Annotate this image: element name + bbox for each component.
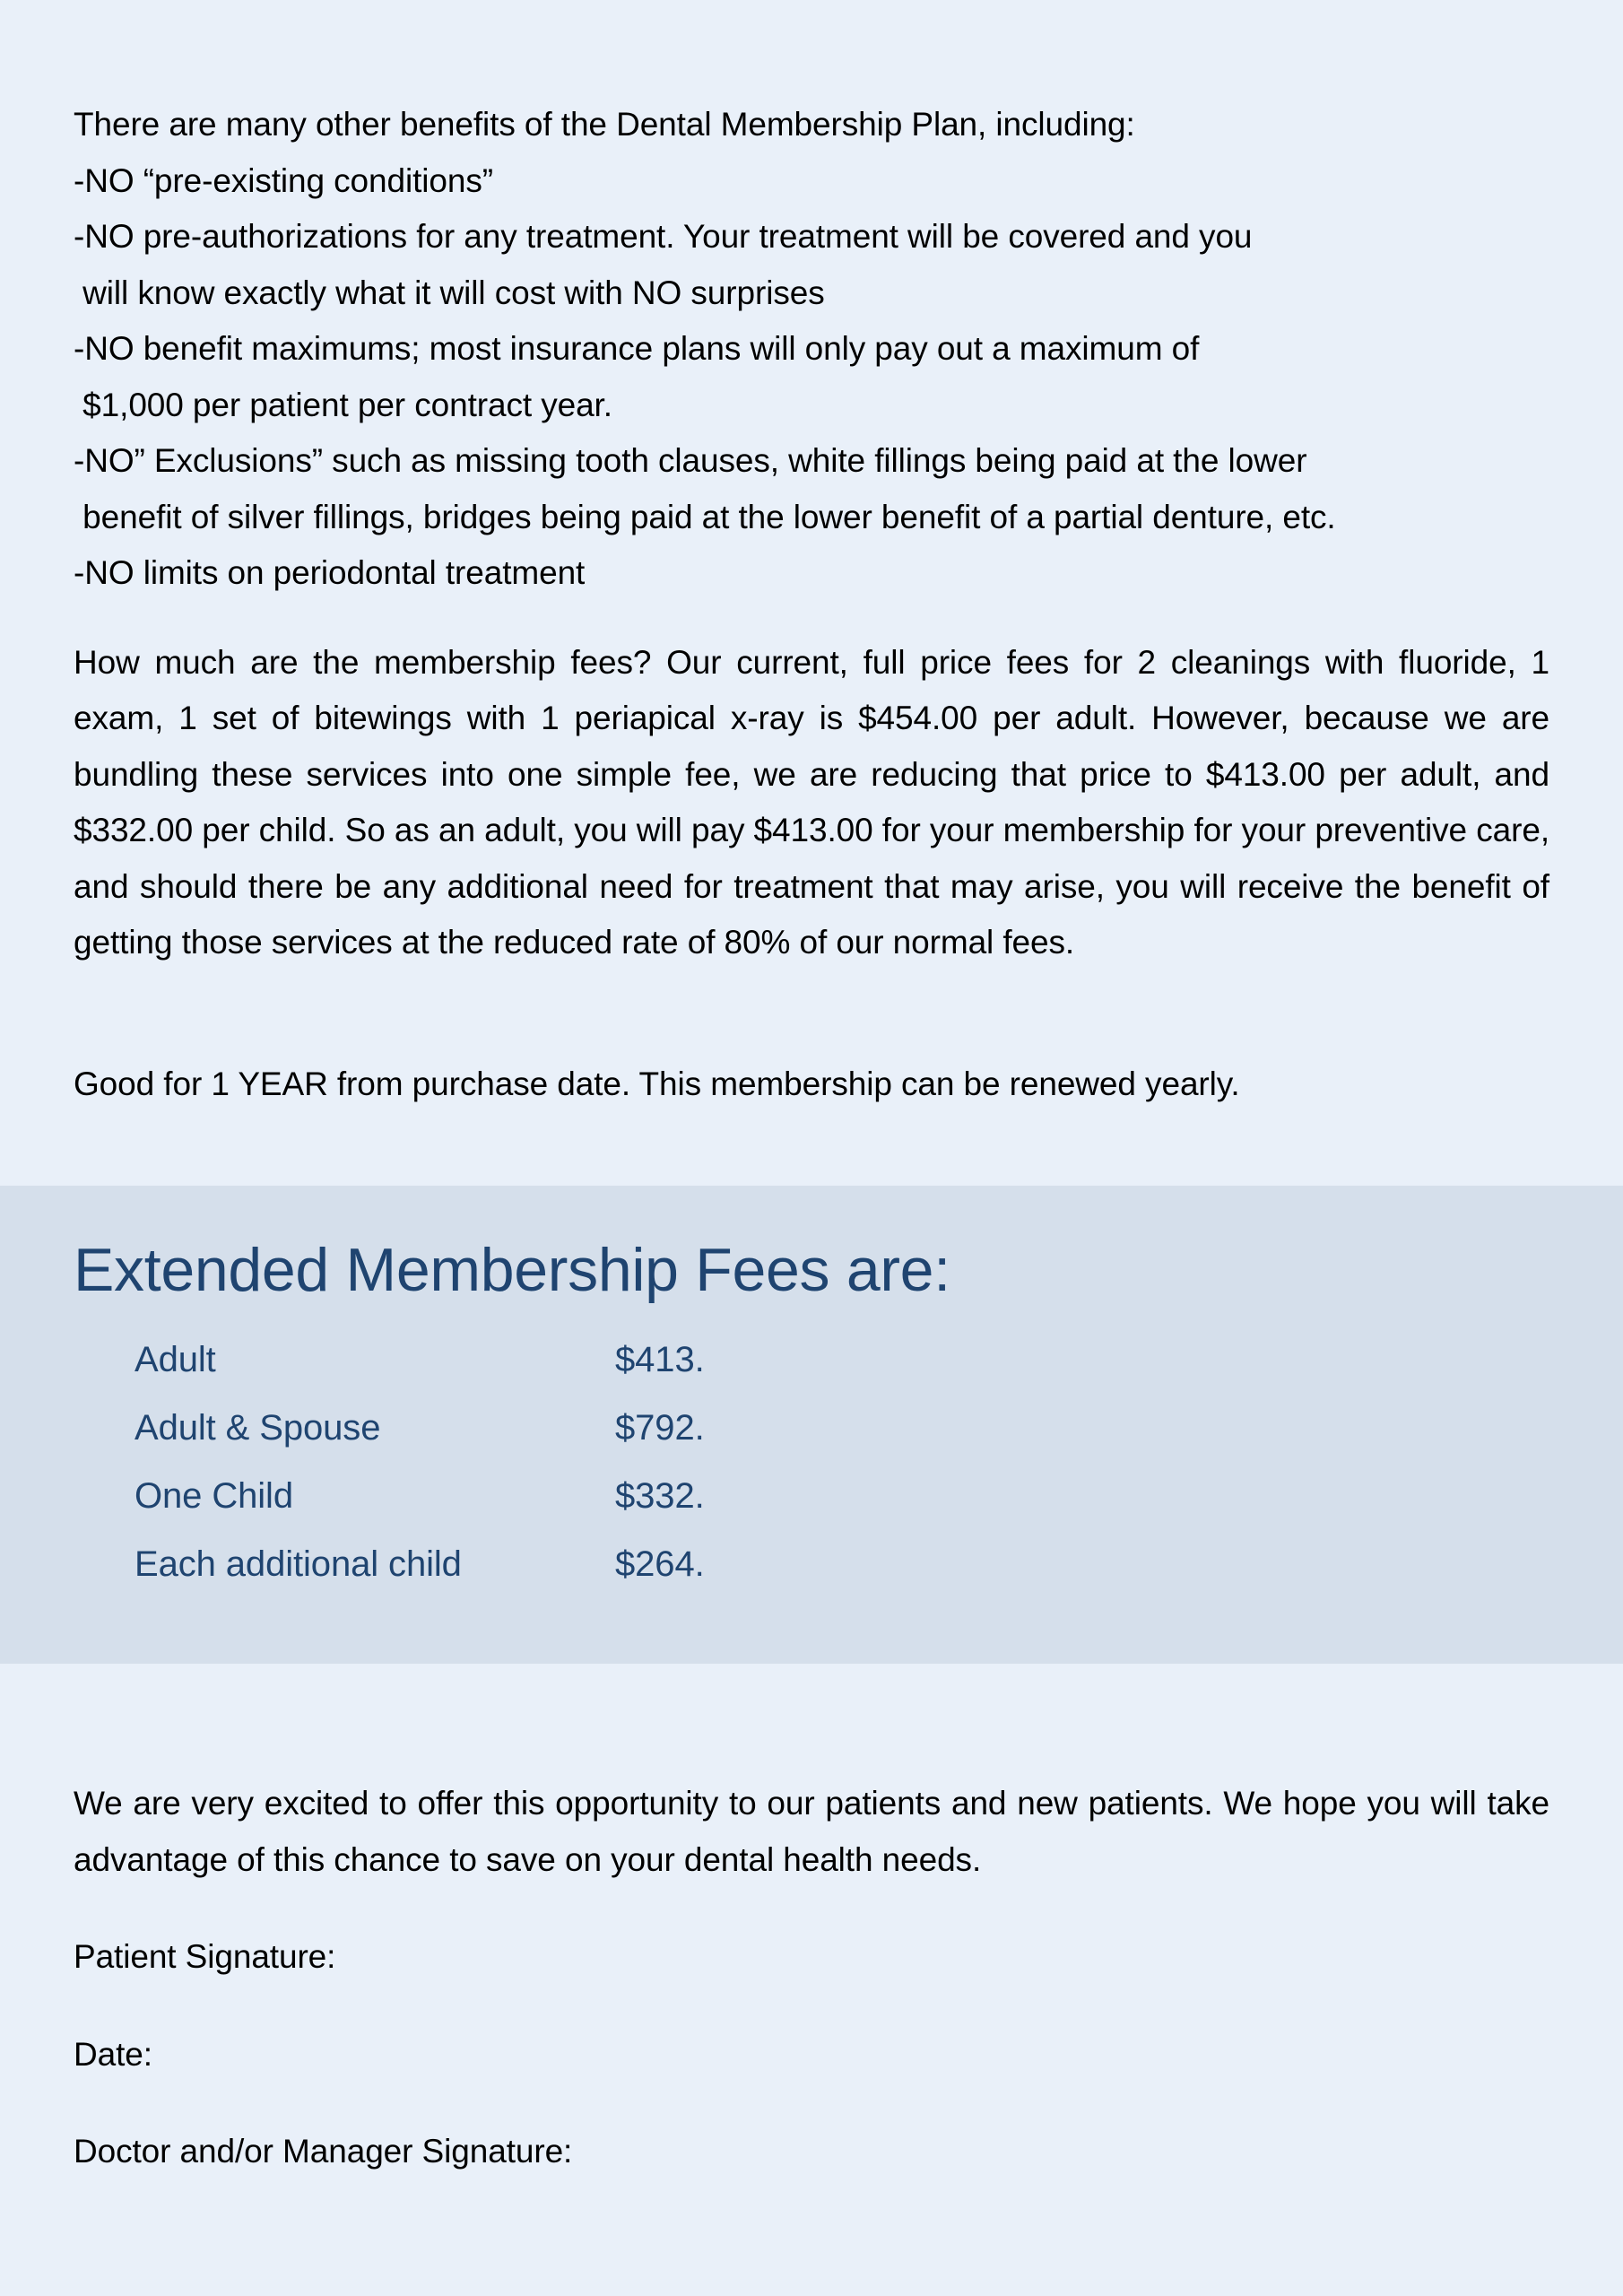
closing-section bbox=[0, 1664, 1623, 2213]
fee-row-label: Adult bbox=[135, 1340, 216, 1379]
doctor-signature-label: Doctor and/or Manager Signature: bbox=[74, 2133, 573, 2170]
fee-row-label: Each additional child bbox=[135, 1544, 462, 1584]
fee-row-price: $792. bbox=[615, 1408, 705, 1448]
table-row bbox=[135, 1462, 705, 1530]
benefit-line: -NO benefit maximums; most insurance plans will only pay out a maximum of bbox=[74, 330, 1200, 367]
table-row bbox=[135, 1530, 705, 1598]
benefit-line: -NO pre-authorizations for any treatment. Your treatment will be covered and you bbox=[74, 218, 1253, 255]
extended-fees-band bbox=[0, 1186, 1623, 1664]
benefit-line: benefit of silver fillings, bridges being paid at the lower benefit of a partial denture, etc. bbox=[74, 498, 1336, 535]
table-row bbox=[135, 1326, 705, 1394]
benefits-list bbox=[74, 97, 1549, 602]
benefit-line: -NO” Exclusions” such as missing tooth clauses, white fillings being paid at the lower bbox=[74, 442, 1307, 479]
extended-fees-table bbox=[135, 1326, 705, 1598]
benefit-line: will know exactly what it will cost with NO surprises bbox=[74, 274, 825, 311]
benefit-line: -NO “pre-existing conditions” bbox=[74, 161, 493, 199]
fee-row-price: $413. bbox=[615, 1340, 705, 1379]
fee-row-label: Adult & Spouse bbox=[135, 1408, 381, 1448]
table-row bbox=[135, 1394, 705, 1462]
fee-row-price: $264. bbox=[615, 1544, 705, 1584]
benefit-line: -NO limits on periodontal treatment bbox=[74, 554, 586, 591]
fee-row-price: $332. bbox=[615, 1476, 705, 1516]
benefits-section bbox=[0, 0, 1623, 1112]
membership-fees-paragraph: How much are the membership fees? Our current, full price fees for 2 cleanings with fluoride, 1 exam, 1 set of bitewings with 1 periapical x-ray is $454.00 per adult. However, because we are bundling these services into one simple fee, we are reducing that price to $413.00 per adult, and $332.00 per child. So as an adult, you will pay $413.00 for your membership for your preventive care, and should there be any additional need for treatment that may arise, you will receive the benefit of getting those services at the reduced rate of 80% of our normal fees. bbox=[74, 643, 1549, 961]
patient-signature-label: Patient Signature: bbox=[74, 1938, 336, 1975]
extended-fees-title: Extended Membership Fees are: bbox=[74, 1236, 950, 1304]
fee-row-label: One Child bbox=[135, 1476, 293, 1516]
closing-paragraph: We are very excited to offer this opportunity to our patients and new patients. We hope you will take advantage of this chance to save on your dental health needs. bbox=[74, 1785, 1549, 1878]
validity-note: Good for 1 YEAR from purchase date. This membership can be renewed yearly. bbox=[74, 1065, 1240, 1102]
benefits-intro-line: There are many other benefits of the Dental Membership Plan, including: bbox=[74, 106, 1135, 143]
benefit-line: $1,000 per patient per contract year. bbox=[74, 386, 612, 423]
date-label: Date: bbox=[74, 2035, 152, 2073]
